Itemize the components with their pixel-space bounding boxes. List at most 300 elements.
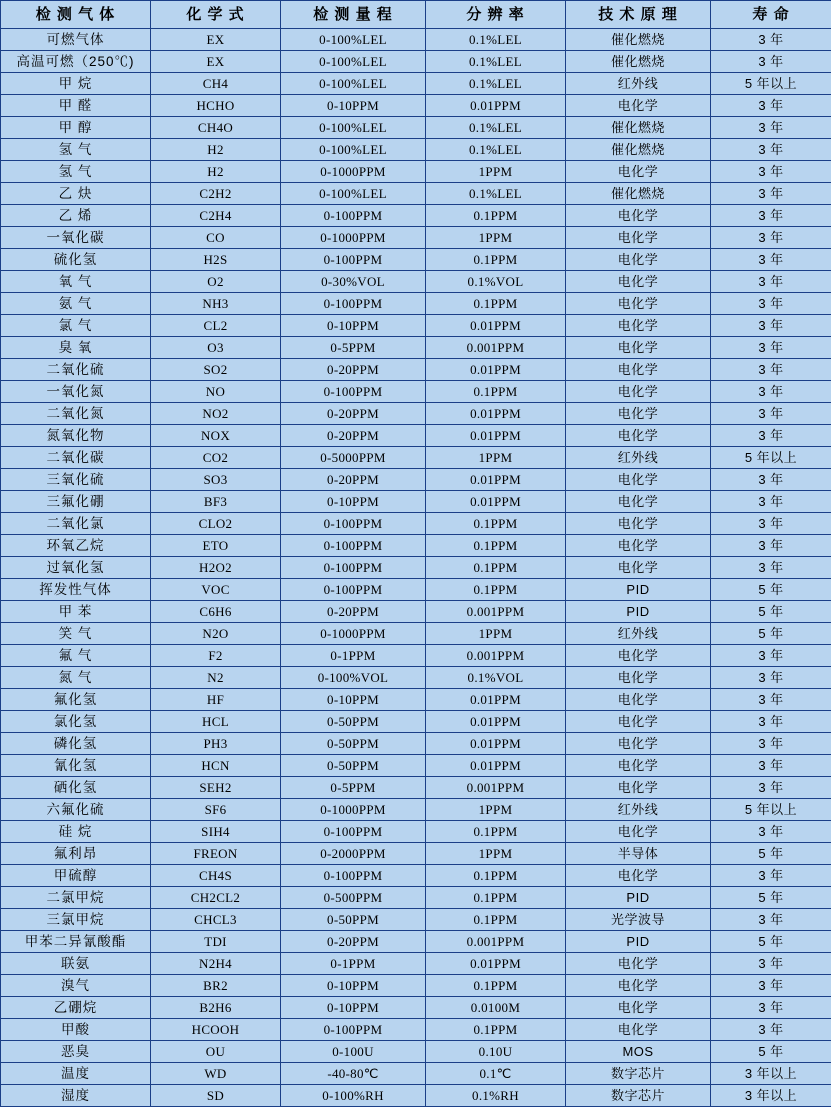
cell-formula: N2O — [151, 623, 281, 645]
cell-lifespan: 3 年 — [711, 689, 831, 711]
cell-lifespan: 3 年 — [711, 513, 831, 535]
cell-range: 0-50PPM — [281, 711, 426, 733]
cell-formula: CHCL3 — [151, 909, 281, 931]
cell-technology: 电化学 — [566, 403, 711, 425]
cell-formula: O3 — [151, 337, 281, 359]
cell-gas: 恶臭 — [1, 1041, 151, 1063]
table-row — [1, 887, 831, 909]
cell-lifespan: 5 年 — [711, 623, 831, 645]
cell-range: 0-10PPM — [281, 315, 426, 337]
cell-technology: 电化学 — [566, 315, 711, 337]
cell-gas: 二氧化碳 — [1, 447, 151, 469]
cell-gas: 氮氧化物 — [1, 425, 151, 447]
cell-range: 0-100PPM — [281, 579, 426, 601]
cell-resolution: 0.1PPM — [426, 293, 566, 315]
cell-technology: 催化燃烧 — [566, 51, 711, 73]
cell-resolution: 0.01PPM — [426, 689, 566, 711]
cell-formula: CH4O — [151, 117, 281, 139]
cell-lifespan: 3 年 — [711, 205, 831, 227]
cell-resolution: 0.01PPM — [426, 469, 566, 491]
cell-gas: 二氧化硫 — [1, 359, 151, 381]
cell-resolution: 0.01PPM — [426, 953, 566, 975]
cell-lifespan: 3 年 — [711, 337, 831, 359]
cell-technology: 半导体 — [566, 843, 711, 865]
cell-lifespan: 3 年以上 — [711, 1085, 831, 1107]
cell-lifespan: 3 年 — [711, 535, 831, 557]
cell-gas: 可燃气体 — [1, 29, 151, 51]
cell-range: 0-1000PPM — [281, 799, 426, 821]
table-row — [1, 777, 831, 799]
cell-technology: 催化燃烧 — [566, 29, 711, 51]
cell-range: 0-100PPM — [281, 1019, 426, 1041]
cell-technology: 电化学 — [566, 359, 711, 381]
cell-gas: 环氧乙烷 — [1, 535, 151, 557]
cell-formula: NOX — [151, 425, 281, 447]
cell-lifespan: 3 年 — [711, 139, 831, 161]
cell-resolution: 0.01PPM — [426, 733, 566, 755]
cell-formula: CO2 — [151, 447, 281, 469]
cell-formula: CO — [151, 227, 281, 249]
cell-formula: SIH4 — [151, 821, 281, 843]
cell-gas: 湿度 — [1, 1085, 151, 1107]
cell-resolution: 1PPM — [426, 227, 566, 249]
cell-formula: HCL — [151, 711, 281, 733]
cell-lifespan: 3 年 — [711, 403, 831, 425]
table-row — [1, 51, 831, 73]
cell-formula: CH2CL2 — [151, 887, 281, 909]
cell-resolution: 0.1PPM — [426, 535, 566, 557]
table-row — [1, 315, 831, 337]
table-row — [1, 337, 831, 359]
cell-gas: 甲 醛 — [1, 95, 151, 117]
cell-formula: FREON — [151, 843, 281, 865]
cell-lifespan: 3 年 — [711, 161, 831, 183]
cell-range: 0-100%RH — [281, 1085, 426, 1107]
cell-gas: 过氧化氢 — [1, 557, 151, 579]
cell-gas: 笑 气 — [1, 623, 151, 645]
cell-resolution: 0.1%RH — [426, 1085, 566, 1107]
table-row — [1, 491, 831, 513]
cell-gas: 二氯甲烷 — [1, 887, 151, 909]
table-row — [1, 711, 831, 733]
cell-lifespan: 3 年 — [711, 359, 831, 381]
cell-range: 0-1000PPM — [281, 623, 426, 645]
cell-lifespan: 3 年 — [711, 755, 831, 777]
cell-gas: 硫化氢 — [1, 249, 151, 271]
cell-range: 0-100%LEL — [281, 139, 426, 161]
cell-lifespan: 3 年 — [711, 425, 831, 447]
cell-gas: 甲 烷 — [1, 73, 151, 95]
cell-formula: CLO2 — [151, 513, 281, 535]
table-row — [1, 557, 831, 579]
cell-technology: PID — [566, 579, 711, 601]
cell-gas: 乙 烯 — [1, 205, 151, 227]
cell-gas: 挥发性气体 — [1, 579, 151, 601]
cell-formula: SEH2 — [151, 777, 281, 799]
cell-lifespan: 3 年 — [711, 557, 831, 579]
table-row — [1, 139, 831, 161]
cell-formula: HCOOH — [151, 1019, 281, 1041]
cell-gas: 乙硼烷 — [1, 997, 151, 1019]
cell-technology: 电化学 — [566, 667, 711, 689]
cell-gas: 甲苯二异氰酸酯 — [1, 931, 151, 953]
cell-range: 0-100%LEL — [281, 117, 426, 139]
cell-technology: 电化学 — [566, 513, 711, 535]
cell-gas: 甲硫醇 — [1, 865, 151, 887]
table-row — [1, 1063, 831, 1085]
cell-lifespan: 3 年 — [711, 315, 831, 337]
cell-formula: VOC — [151, 579, 281, 601]
cell-range: 0-50PPM — [281, 733, 426, 755]
table-row — [1, 513, 831, 535]
cell-gas: 二氧化氯 — [1, 513, 151, 535]
cell-lifespan: 3 年 — [711, 821, 831, 843]
cell-formula: HCHO — [151, 95, 281, 117]
cell-gas: 联氨 — [1, 953, 151, 975]
cell-gas: 高温可燃（250℃) — [1, 51, 151, 73]
cell-resolution: 0.01PPM — [426, 425, 566, 447]
cell-formula: H2O2 — [151, 557, 281, 579]
cell-range: 0-30%VOL — [281, 271, 426, 293]
cell-formula: F2 — [151, 645, 281, 667]
cell-gas: 氟化氢 — [1, 689, 151, 711]
cell-formula: H2 — [151, 161, 281, 183]
cell-gas: 氢 气 — [1, 139, 151, 161]
cell-lifespan: 3 年 — [711, 645, 831, 667]
cell-resolution: 0.001PPM — [426, 601, 566, 623]
cell-range: 0-20PPM — [281, 403, 426, 425]
cell-resolution: 0.1PPM — [426, 865, 566, 887]
table-row — [1, 95, 831, 117]
cell-gas: 氧 气 — [1, 271, 151, 293]
cell-range: 0-100%LEL — [281, 51, 426, 73]
cell-lifespan: 5 年 — [711, 1041, 831, 1063]
cell-resolution: 0.1PPM — [426, 249, 566, 271]
cell-resolution: 0.1℃ — [426, 1063, 566, 1085]
cell-resolution: 0.01PPM — [426, 755, 566, 777]
cell-technology: 催化燃烧 — [566, 183, 711, 205]
cell-technology: 电化学 — [566, 293, 711, 315]
cell-technology: 电化学 — [566, 711, 711, 733]
cell-lifespan: 3 年 — [711, 733, 831, 755]
cell-lifespan: 3 年 — [711, 865, 831, 887]
cell-gas: 甲酸 — [1, 1019, 151, 1041]
cell-technology: 催化燃烧 — [566, 117, 711, 139]
cell-resolution: 0.0100M — [426, 997, 566, 1019]
table-row — [1, 425, 831, 447]
cell-gas: 三氟化硼 — [1, 491, 151, 513]
cell-gas: 氮 气 — [1, 667, 151, 689]
cell-gas: 溴气 — [1, 975, 151, 997]
cell-formula: PH3 — [151, 733, 281, 755]
cell-gas: 一氧化氮 — [1, 381, 151, 403]
table-row — [1, 623, 831, 645]
cell-lifespan: 3 年 — [711, 293, 831, 315]
cell-resolution: 1PPM — [426, 623, 566, 645]
table-body — [1, 29, 831, 1107]
cell-range: 0-100PPM — [281, 293, 426, 315]
cell-technology: 电化学 — [566, 777, 711, 799]
cell-range: 0-100PPM — [281, 249, 426, 271]
cell-formula: NH3 — [151, 293, 281, 315]
cell-formula: CH4 — [151, 73, 281, 95]
cell-technology: 电化学 — [566, 997, 711, 1019]
cell-gas: 氨 气 — [1, 293, 151, 315]
cell-range: 0-20PPM — [281, 601, 426, 623]
cell-lifespan: 5 年 — [711, 601, 831, 623]
cell-formula: EX — [151, 29, 281, 51]
cell-technology: 电化学 — [566, 557, 711, 579]
cell-gas: 硅 烷 — [1, 821, 151, 843]
cell-range: 0-20PPM — [281, 359, 426, 381]
cell-lifespan: 3 年 — [711, 29, 831, 51]
cell-lifespan: 3 年 — [711, 249, 831, 271]
cell-technology: 电化学 — [566, 821, 711, 843]
table-row — [1, 865, 831, 887]
cell-resolution: 0.1%LEL — [426, 139, 566, 161]
column-header-gas: 检 测 气 体 — [1, 1, 151, 29]
cell-technology: 电化学 — [566, 271, 711, 293]
cell-formula: O2 — [151, 271, 281, 293]
cell-formula: SO3 — [151, 469, 281, 491]
table-row — [1, 117, 831, 139]
cell-formula: BR2 — [151, 975, 281, 997]
cell-formula: C2H2 — [151, 183, 281, 205]
cell-technology: 电化学 — [566, 161, 711, 183]
cell-resolution: 0.1%VOL — [426, 271, 566, 293]
table-row — [1, 1019, 831, 1041]
cell-lifespan: 3 年 — [711, 95, 831, 117]
cell-lifespan: 3 年 — [711, 997, 831, 1019]
cell-range: 0-5PPM — [281, 777, 426, 799]
cell-technology: 红外线 — [566, 73, 711, 95]
cell-range: 0-100PPM — [281, 821, 426, 843]
cell-lifespan: 5 年 — [711, 843, 831, 865]
cell-range: 0-10PPM — [281, 975, 426, 997]
table-row — [1, 205, 831, 227]
table-row — [1, 381, 831, 403]
cell-technology: 红外线 — [566, 799, 711, 821]
cell-lifespan: 3 年 — [711, 117, 831, 139]
table-row — [1, 799, 831, 821]
cell-lifespan: 5 年 — [711, 579, 831, 601]
cell-range: 0-100%LEL — [281, 73, 426, 95]
cell-gas: 三氧化硫 — [1, 469, 151, 491]
table-row — [1, 29, 831, 51]
cell-resolution: 0.001PPM — [426, 645, 566, 667]
cell-technology: 红外线 — [566, 447, 711, 469]
table-row — [1, 997, 831, 1019]
cell-range: 0-100PPM — [281, 513, 426, 535]
cell-lifespan: 5 年以上 — [711, 447, 831, 469]
cell-range: 0-1PPM — [281, 645, 426, 667]
cell-lifespan: 3 年 — [711, 909, 831, 931]
cell-technology: 电化学 — [566, 95, 711, 117]
cell-technology: PID — [566, 601, 711, 623]
cell-resolution: 0.1%LEL — [426, 51, 566, 73]
cell-technology: 电化学 — [566, 975, 711, 997]
cell-range: 0-100%VOL — [281, 667, 426, 689]
cell-gas: 温度 — [1, 1063, 151, 1085]
table-row — [1, 359, 831, 381]
column-header-formula: 化 学 式 — [151, 1, 281, 29]
cell-gas: 一氧化碳 — [1, 227, 151, 249]
cell-resolution: 1PPM — [426, 799, 566, 821]
cell-resolution: 0.001PPM — [426, 337, 566, 359]
cell-range: 0-50PPM — [281, 909, 426, 931]
cell-gas: 氰化氢 — [1, 755, 151, 777]
cell-formula: C6H6 — [151, 601, 281, 623]
cell-resolution: 0.1PPM — [426, 205, 566, 227]
cell-lifespan: 3 年 — [711, 51, 831, 73]
cell-technology: 电化学 — [566, 491, 711, 513]
cell-gas: 三氯甲烷 — [1, 909, 151, 931]
table-row — [1, 579, 831, 601]
cell-range: 0-20PPM — [281, 469, 426, 491]
cell-range: 0-20PPM — [281, 931, 426, 953]
cell-resolution: 1PPM — [426, 161, 566, 183]
cell-gas: 氟 气 — [1, 645, 151, 667]
cell-resolution: 1PPM — [426, 843, 566, 865]
cell-resolution: 0.1PPM — [426, 887, 566, 909]
cell-lifespan: 3 年 — [711, 975, 831, 997]
cell-range: 0-500PPM — [281, 887, 426, 909]
cell-formula: BF3 — [151, 491, 281, 513]
cell-formula: SO2 — [151, 359, 281, 381]
cell-technology: 电化学 — [566, 755, 711, 777]
cell-gas: 氢 气 — [1, 161, 151, 183]
table-row — [1, 953, 831, 975]
cell-range: -40-80℃ — [281, 1063, 426, 1085]
cell-lifespan: 5 年 — [711, 887, 831, 909]
cell-technology: 电化学 — [566, 535, 711, 557]
cell-lifespan: 3 年 — [711, 777, 831, 799]
table-row — [1, 689, 831, 711]
cell-range: 0-50PPM — [281, 755, 426, 777]
table-row — [1, 975, 831, 997]
cell-resolution: 0.001PPM — [426, 931, 566, 953]
cell-lifespan: 3 年 — [711, 1019, 831, 1041]
cell-formula: HF — [151, 689, 281, 711]
table-row — [1, 755, 831, 777]
cell-range: 0-100U — [281, 1041, 426, 1063]
cell-formula: N2H4 — [151, 953, 281, 975]
cell-resolution: 0.1%LEL — [426, 183, 566, 205]
column-header-technology: 技 术 原 理 — [566, 1, 711, 29]
table-row — [1, 1041, 831, 1063]
cell-range: 0-1PPM — [281, 953, 426, 975]
cell-formula: OU — [151, 1041, 281, 1063]
cell-technology: PID — [566, 887, 711, 909]
cell-range: 0-20PPM — [281, 425, 426, 447]
cell-resolution: 0.1PPM — [426, 909, 566, 931]
cell-technology: 电化学 — [566, 205, 711, 227]
cell-technology: 电化学 — [566, 227, 711, 249]
cell-resolution: 0.1PPM — [426, 579, 566, 601]
cell-gas: 乙 炔 — [1, 183, 151, 205]
table-row — [1, 535, 831, 557]
cell-resolution: 0.01PPM — [426, 95, 566, 117]
cell-resolution: 0.01PPM — [426, 359, 566, 381]
cell-range: 0-2000PPM — [281, 843, 426, 865]
cell-formula: EX — [151, 51, 281, 73]
cell-technology: 电化学 — [566, 337, 711, 359]
cell-technology: 电化学 — [566, 1019, 711, 1041]
cell-gas: 硒化氢 — [1, 777, 151, 799]
table-row — [1, 227, 831, 249]
cell-resolution: 0.01PPM — [426, 711, 566, 733]
cell-range: 0-10PPM — [281, 95, 426, 117]
cell-technology: 电化学 — [566, 865, 711, 887]
column-header-resolution: 分 辨 率 — [426, 1, 566, 29]
cell-lifespan: 3 年 — [711, 491, 831, 513]
column-header-lifespan: 寿 命 — [711, 1, 831, 29]
table-row — [1, 909, 831, 931]
cell-lifespan: 3 年 — [711, 953, 831, 975]
table-row — [1, 1085, 831, 1107]
cell-resolution: 0.01PPM — [426, 491, 566, 513]
cell-resolution: 0.1%LEL — [426, 73, 566, 95]
cell-resolution: 0.1PPM — [426, 1019, 566, 1041]
cell-resolution: 0.1PPM — [426, 513, 566, 535]
cell-formula: NO2 — [151, 403, 281, 425]
cell-lifespan: 3 年 — [711, 381, 831, 403]
cell-technology: 数字芯片 — [566, 1085, 711, 1107]
cell-range: 0-5000PPM — [281, 447, 426, 469]
cell-range: 0-100PPM — [281, 381, 426, 403]
cell-resolution: 0.1PPM — [426, 975, 566, 997]
cell-formula: H2S — [151, 249, 281, 271]
cell-range: 0-100PPM — [281, 557, 426, 579]
table-row — [1, 249, 831, 271]
cell-technology: 电化学 — [566, 381, 711, 403]
cell-technology: 电化学 — [566, 469, 711, 491]
cell-gas: 甲 苯 — [1, 601, 151, 623]
table-row — [1, 667, 831, 689]
cell-formula: NO — [151, 381, 281, 403]
cell-technology: 红外线 — [566, 623, 711, 645]
table-row — [1, 931, 831, 953]
cell-range: 0-1000PPM — [281, 227, 426, 249]
cell-formula: TDI — [151, 931, 281, 953]
cell-technology: 光学波导 — [566, 909, 711, 931]
table-header — [1, 1, 831, 29]
table-row — [1, 843, 831, 865]
cell-technology: 催化燃烧 — [566, 139, 711, 161]
cell-resolution: 0.1%LEL — [426, 29, 566, 51]
cell-lifespan: 3 年 — [711, 667, 831, 689]
cell-formula: N2 — [151, 667, 281, 689]
cell-technology: 电化学 — [566, 249, 711, 271]
cell-formula: SF6 — [151, 799, 281, 821]
cell-gas: 氟利昂 — [1, 843, 151, 865]
cell-technology: 电化学 — [566, 733, 711, 755]
table-row — [1, 469, 831, 491]
cell-resolution: 0.01PPM — [426, 315, 566, 337]
cell-formula: C2H4 — [151, 205, 281, 227]
cell-range: 0-1000PPM — [281, 161, 426, 183]
cell-gas: 六氟化硫 — [1, 799, 151, 821]
cell-resolution: 0.1%LEL — [426, 117, 566, 139]
cell-range: 0-100PPM — [281, 205, 426, 227]
cell-range: 0-100%LEL — [281, 29, 426, 51]
cell-lifespan: 3 年 — [711, 227, 831, 249]
table-row — [1, 161, 831, 183]
table-header-row — [1, 1, 831, 29]
cell-technology: 电化学 — [566, 953, 711, 975]
table-row — [1, 403, 831, 425]
cell-lifespan: 3 年 — [711, 711, 831, 733]
